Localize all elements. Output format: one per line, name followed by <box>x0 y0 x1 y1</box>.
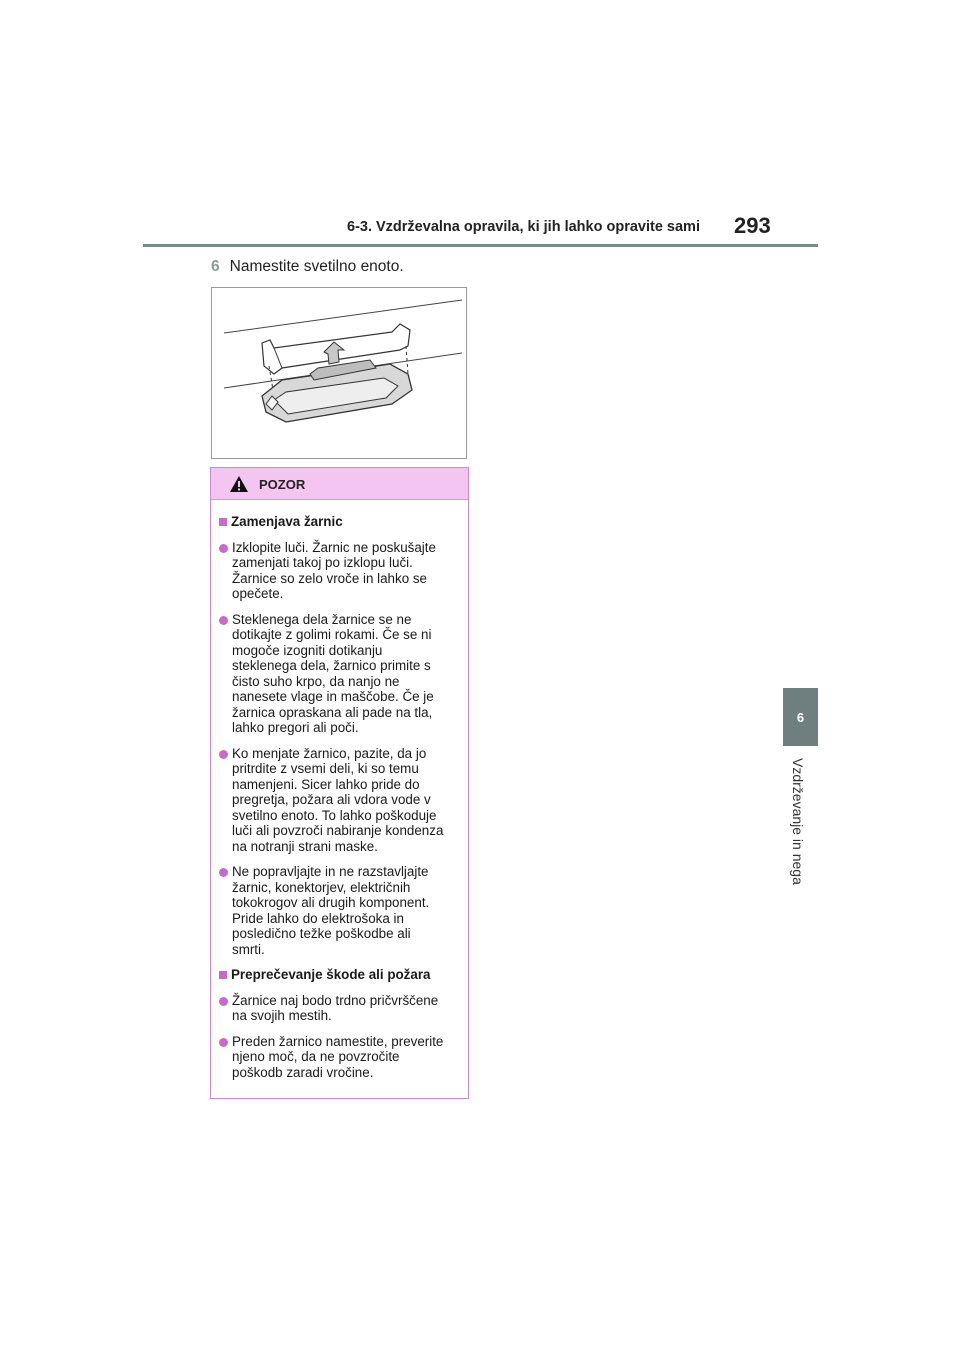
section-heading <box>219 514 456 530</box>
list-item <box>219 746 456 855</box>
lamp-unit-installation-illustration <box>212 288 466 458</box>
step-number: 6 <box>211 258 220 275</box>
step-text: Namestite svetilno enoto. <box>229 258 404 275</box>
chapter-label: Vzdrževanje in nega <box>790 758 806 885</box>
bullet-dot-icon <box>219 750 228 759</box>
list-item <box>219 864 456 957</box>
bullet-dot-icon <box>219 544 228 553</box>
step-instruction <box>211 258 404 276</box>
list-item <box>219 540 456 602</box>
list-item-text: Ko menjate žarnico, pazite, da jo pritrdite z vsemi deli, ki so temu namenjeni. Sicer lahko pride do pregretja, požara ali vdora vode v svetilno enoto. To lahko poškoduje luči ali povzroči nabiranje kondenza na notranji strani maske. <box>232 745 444 854</box>
square-bullet-icon <box>219 518 227 526</box>
bullet-dot-icon <box>219 997 228 1006</box>
section-title: 6-3. Vzdrževalna opravila, ki jih lahko opravite sami <box>347 219 700 235</box>
page-number: 293 <box>734 213 771 238</box>
caution-body <box>211 500 468 1080</box>
square-bullet-icon <box>219 971 227 979</box>
bullet-dot-icon <box>219 868 228 877</box>
section-heading-text: Zamenjava žarnic <box>231 514 343 529</box>
section-heading-text: Preprečevanje škode ali požara <box>231 967 431 982</box>
caution-box <box>210 467 469 1099</box>
list-item-text: Ne popravljajte in ne razstavljajte žarnic, konektorjev, električnih tokokrogov ali drugih komponent. Pride lahko do elektrošoka in posledično težke poškodbe ali smrti. <box>232 864 430 957</box>
warning-triangle-icon <box>229 475 249 493</box>
list-item <box>219 993 456 1024</box>
bullet-dot-icon <box>219 616 228 625</box>
list-item-text: Žarnice naj bodo trdno pričvrščene na svojih mestih. <box>232 992 439 1023</box>
bullet-dot-icon <box>219 1038 228 1047</box>
section-heading <box>219 967 456 983</box>
list-item-text: Preden žarnico namestite, preverite njeno moč, da ne povzročite poškodb zaradi vročine. <box>232 1033 444 1080</box>
header-divider <box>143 244 818 247</box>
list-item <box>219 612 456 736</box>
list-item <box>219 1034 456 1081</box>
lamp-unit-figure <box>211 287 467 459</box>
list-item-text: Steklenega dela žarnice se ne dotikajte z golimi rokami. Če se ni mogoče izogniti dotikanju steklenega dela, žarnico primite s čisto suho krpo, da nanjo ne nanesete vlage in maščobe. Če je žarnica opraskana ali pade na tla, lahko pregori ali poči. <box>232 611 434 735</box>
caution-header <box>211 468 468 500</box>
caution-title: POZOR <box>259 477 306 492</box>
list-item-text: Izklopite luči. Žarnic ne poskušajte zamenjati takoj po izklopu luči. Žarnice so zelo vroče in lahko se opečete. <box>232 539 436 601</box>
chapter-tab: 6 <box>783 688 818 746</box>
